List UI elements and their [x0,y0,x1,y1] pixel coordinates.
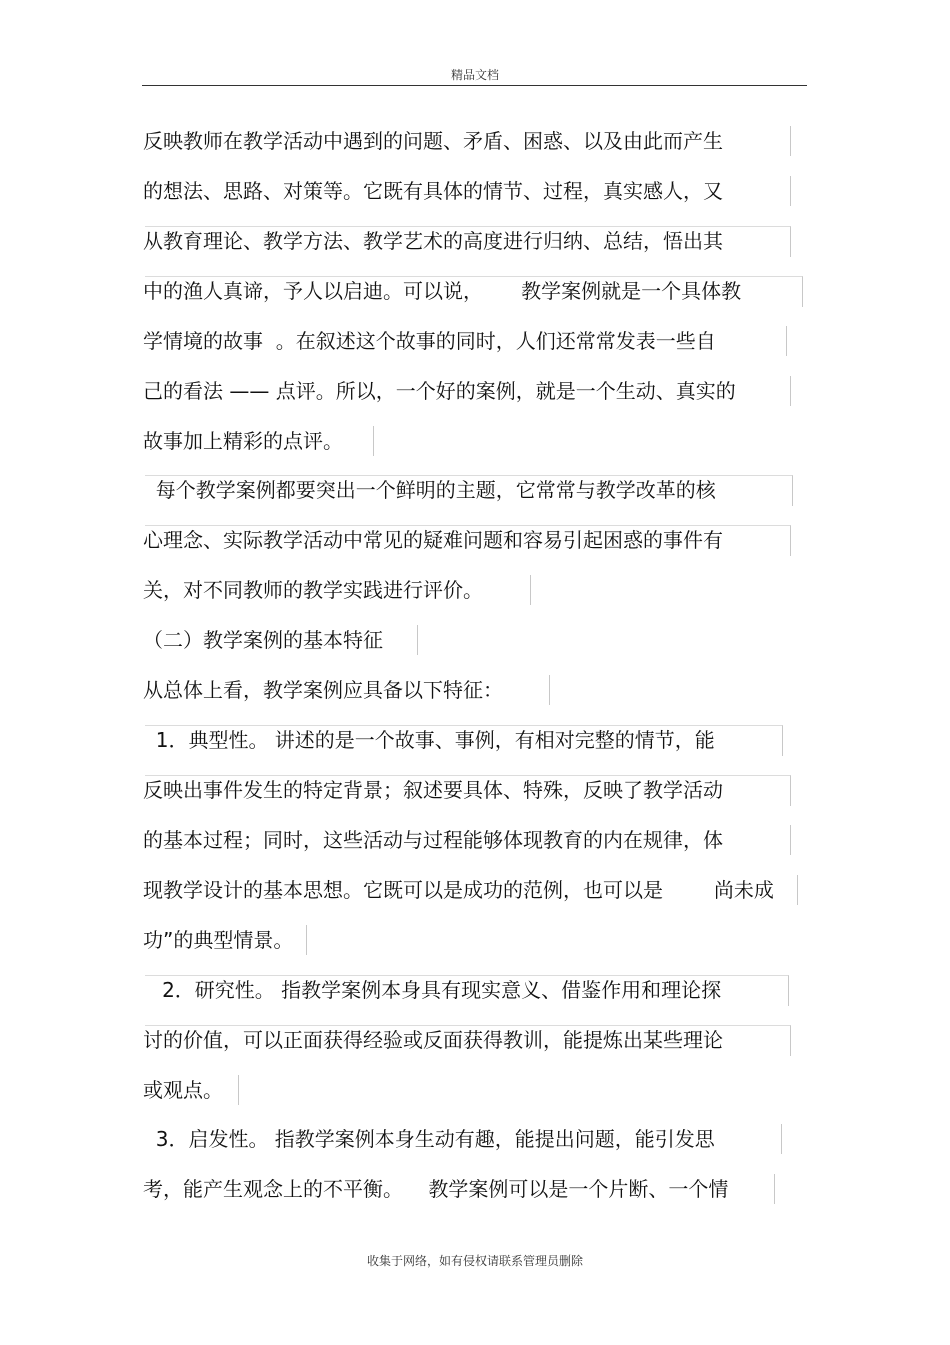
text-line: 反映教师在教学活动中遇到的问题、矛盾、困惑、以及由此而产生 [143,129,723,153]
box-edge [790,376,791,406]
box-edge [781,1124,782,1154]
box-edge [145,775,791,806]
box-edge [306,925,307,955]
section-heading: （二）教学案例的基本特征 [143,628,383,652]
text-line: 的想法、思路、对策等。它既有具体的情节、过程，真实感人，又 [143,179,723,203]
page-footer: 收集于网络，如有侵权请联系管理员删除 [366,1254,583,1268]
text-line: 或观点。 [143,1078,223,1102]
text-line: 心理念、实际教学活动中常见的疑难问题和容易引起困惑的事件有 [143,528,723,552]
text-line: 讨的价值，可以正面获得经验或反面获得教训，能提炼出某些理论 [143,1028,723,1052]
text-line: 每个教学案例都要突出一个鲜明的主题，它常常与教学改革的核 [143,478,716,502]
box-edge [145,475,793,506]
box-edge [786,326,787,356]
box-edge [145,725,783,756]
box-edge [145,226,791,257]
box-edge [145,525,791,556]
box-edge [774,1174,775,1204]
text-line: 现教学设计的基本思想。它既可以是成功的范例，也可以是 尚未成 [143,878,774,902]
text-line: 学情境的故事 。在叙述这个故事的同时，人们还常常发表一些自 [143,329,716,353]
box-edge [417,625,418,655]
text-line: 己的看法 —— 点评。所以，一个好的案例，就是一个生动、真实的 [143,379,736,403]
box-edge [145,975,789,1006]
text-line: 中的渔人真谛，予人以启迪。可以说， 教学案例就是一个具体教 [143,279,742,303]
text-line: 反映出事件发生的特定背景；叙述要具体、特殊，反映了教学活动 [143,778,723,802]
text-line: 3．启发性。 指教学案例本身生动有趣，能提出问题，能引发思 [143,1127,715,1151]
text-line: 故事加上精彩的点评。 [143,429,343,453]
box-edge [549,675,550,705]
header-rule [142,85,807,86]
text-line: 的基本过程；同时，这些活动与过程能够体现教育的内在规律，体 [143,828,723,852]
box-edge [790,176,791,206]
box-edge [145,1025,791,1056]
box-edge [790,825,791,855]
box-edge [145,276,803,307]
text-line: 2．研究性。 指教学案例本身具有现实意义、借鉴作用和理论探 [143,978,722,1002]
text-line: 从总体上看，教学案例应具备以下特征： [143,678,503,702]
text-line: 从教育理论、教学方法、教学艺术的高度进行归纳、总结，悟出其 [143,229,723,253]
page-header: 精品文档 [450,68,499,82]
box-edge [238,1075,239,1105]
text-line: 考，能产生观念上的不平衡。 教学案例可以是一个片断、一个情 [143,1177,729,1201]
box-edge [790,126,791,156]
text-line: 功”的典型情景。 [143,928,294,952]
box-edge [530,575,531,605]
box-edge [797,875,798,905]
box-edge [373,426,374,456]
text-line: 关，对不同教师的教学实践进行评价。 [143,578,483,602]
text-line: 1．典型性。 讲述的是一个故事、事例，有相对完整的情节，能 [143,728,715,752]
